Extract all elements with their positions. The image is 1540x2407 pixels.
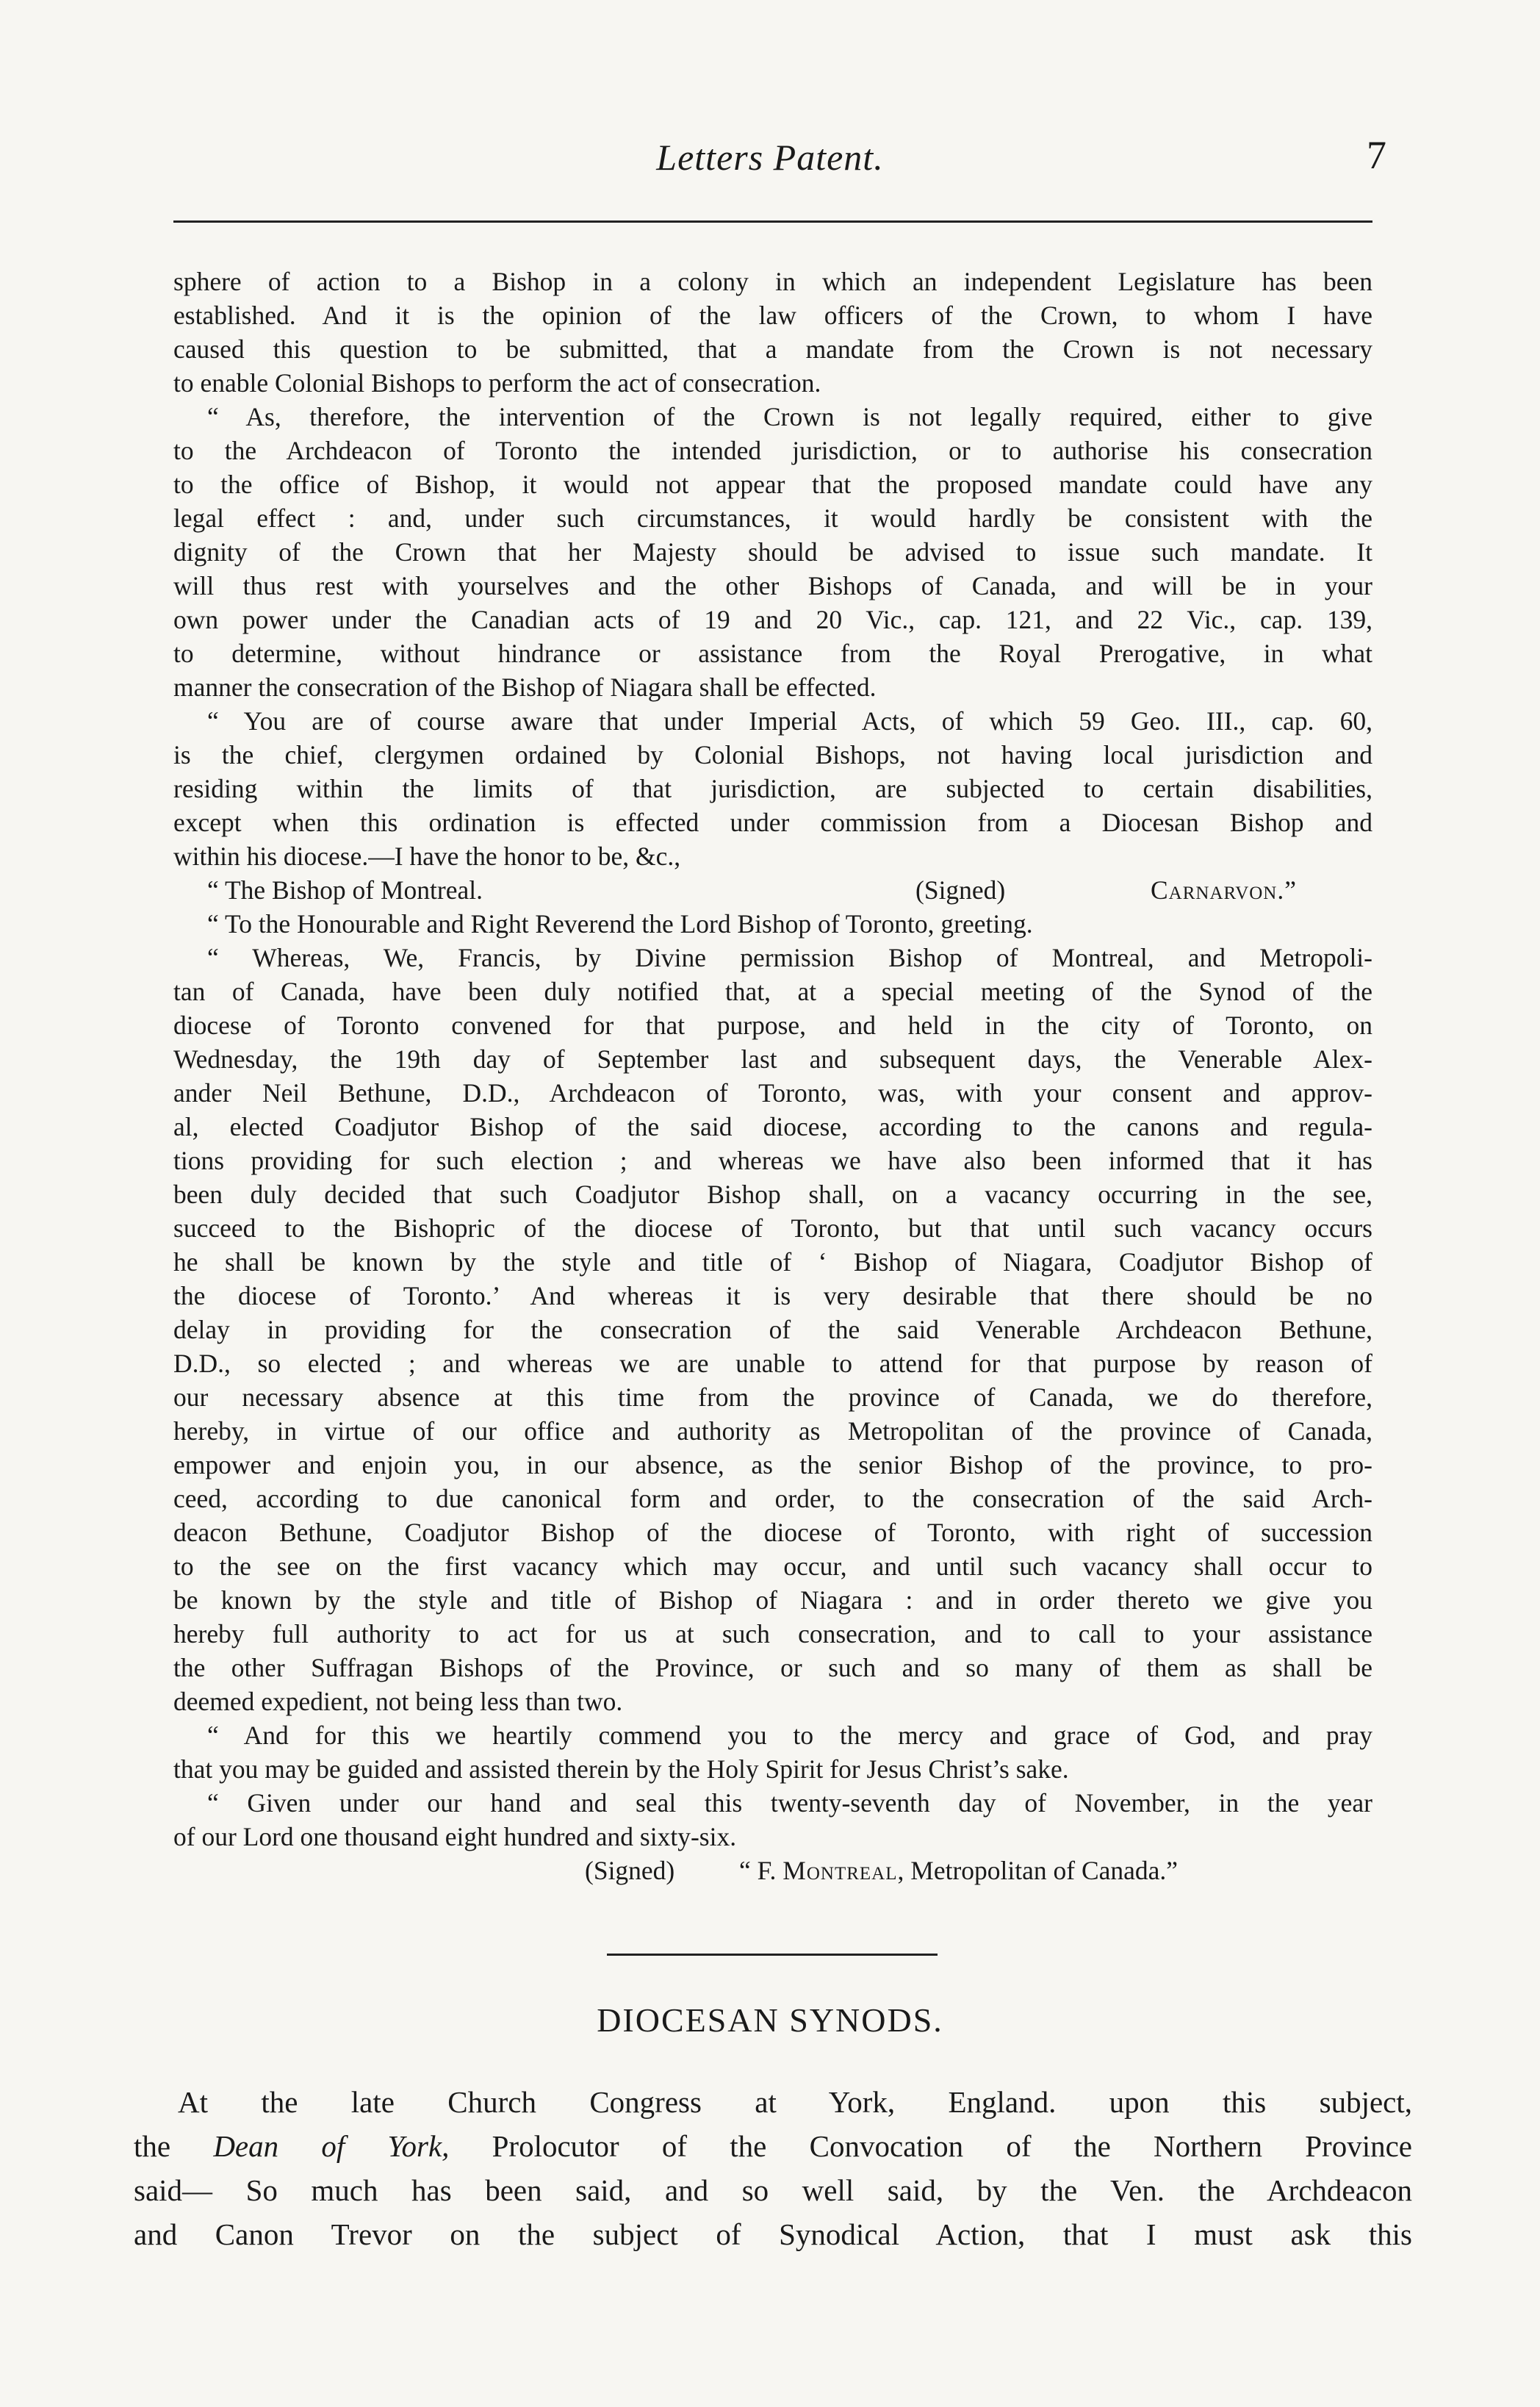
paragraph	[173, 400, 1372, 704]
text-line: D.D., so elected ; and whereas we are unable to attend for that purpose by reason of	[173, 1349, 1372, 1378]
section-heading: DIOCESAN SYNODS.	[597, 2001, 943, 2039]
text-line: legal effect : and, under such circumstances, it would hardly be consistent with the	[173, 503, 1372, 533]
text-line: hereby, in virtue of our office and authority as Metropolitan of the province of Canada,	[173, 1416, 1372, 1446]
text-line: and Canon Trevor on the subject of Synodical Action, that I must ask this	[134, 2217, 1412, 2251]
signatory-name: “ F. Montreal, Metropolitan of Canada.”	[739, 1856, 1179, 1885]
text-line: is the chief, clergymen ordained by Colonial Bishops, not having local jurisdiction and	[173, 740, 1372, 770]
text-line: ceed, according to due canonical form and order, to the consecration of the said Arch-	[173, 1484, 1372, 1513]
paragraph	[173, 704, 1372, 873]
text-line: delay in providing for the consecration of the said Venerable Archdeacon Bethune,	[173, 1315, 1372, 1344]
text-line: manner the consecration of the Bishop of Niagara shall be effected.	[173, 672, 877, 702]
addressee: “ The Bishop of Montreal.	[207, 875, 483, 905]
text-line: be known by the style and title of Bishop of Niagara : and in order thereto we give you	[173, 1585, 1372, 1615]
text-line: will thus rest with yourselves and the other Bishops of Canada, and will be in your	[173, 571, 1372, 600]
text-line: “ To the Honourable and Right Reverend the Lord Bishop of Toronto, greeting.	[207, 909, 1033, 939]
text-line: to the Archdeacon of Toronto the intended jurisdiction, or to authorise his consecration	[173, 436, 1372, 465]
signed-label: (Signed)	[585, 1856, 675, 1885]
text-line: to determine, without hindrance or assistance from the Royal Prerogative, in what	[173, 639, 1372, 668]
text-line: al, elected Coadjutor Bishop of the said diocese, according to the canons and regula-	[173, 1112, 1372, 1141]
header-rule	[173, 220, 1372, 223]
paragraph	[173, 265, 1372, 400]
paragraph	[173, 907, 1372, 941]
text-line: caused this question to be submitted, that a mandate from the Crown is not necessary	[173, 334, 1372, 364]
section-rule	[607, 1954, 938, 1956]
text-line: within his diocese.—I have the honor to be, &c.,	[173, 842, 681, 871]
text-line: hereby full authority to act for us at such consecration, and to call to your assistance	[173, 1619, 1372, 1649]
text-line: except when this ordination is effected under commission from a Diocesan Bishop and	[173, 808, 1372, 837]
signed-label: (Signed)	[915, 875, 1006, 905]
text-line: said— So much has been said, and so well said, by the Ven. the Archdeacon	[134, 2173, 1412, 2207]
text-line: established. And it is the opinion of the law officers of the Crown, to whom I have	[173, 301, 1372, 330]
paragraph	[173, 1786, 1372, 1854]
text-line: deemed expedient, not being less than two.	[173, 1687, 623, 1716]
text-line: “ As, therefore, the intervention of the Crown is not legally required, either to give	[207, 402, 1372, 431]
section-body	[134, 2080, 1412, 2256]
signature-carnarvon	[173, 873, 1372, 907]
text-line: the other Suffragan Bishops of the Province, or such and so many of them as shall be	[173, 1653, 1372, 1682]
text-line: tan of Canada, have been duly notified that, at a special meeting of the Synod of the	[173, 977, 1372, 1006]
text-line: the Dean of York, Prolocutor of the Convocation of the Northern Province	[134, 2129, 1412, 2163]
text-line: that you may be guided and assisted therein by the Holy Spirit for Jesus Christ’s sake.	[173, 1754, 1069, 1784]
text-line: “ And for this we heartily commend you to the mercy and grace of God, and pray	[207, 1721, 1372, 1750]
text-line: Wednesday, the 19th day of September last and subsequent days, the Venerable Alex-	[173, 1044, 1372, 1074]
paragraph	[173, 1718, 1372, 1786]
text-line: succeed to the Bishopric of the diocese of Toronto, but that until such vacancy occurs	[173, 1213, 1372, 1243]
text-line: diocese of Toronto convened for that purpose, and held in the city of Toronto, on	[173, 1011, 1372, 1040]
text-line: “ Given under our hand and seal this twenty-seventh day of November, in the year	[207, 1788, 1372, 1818]
text-line: he shall be known by the style and title of ‘ Bishop of Niagara, Coadjutor Bishop of	[173, 1247, 1372, 1277]
signature-montreal	[173, 1854, 1372, 1887]
text-line: At the late Church Congress at York, England. upon this subject,	[178, 2085, 1412, 2119]
text-line: tions providing for such election ; and whereas we have also been informed that it has	[173, 1146, 1372, 1175]
text-line: to the office of Bishop, it would not appear that the proposed mandate could have any	[173, 470, 1372, 499]
text-line: sphere of action to a Bishop in a colony in which an independent Legislature has been	[173, 267, 1372, 296]
text-line: our necessary absence at this time from the province of Canada, we do therefore,	[173, 1382, 1372, 1412]
text-line: to the see on the first vacancy which may occur, and until such vacancy shall occur to	[173, 1552, 1372, 1581]
paragraph	[173, 941, 1372, 1718]
text-line: own power under the Canadian acts of 19 and 20 Vic., cap. 121, and 22 Vic., cap. 139,	[173, 605, 1372, 634]
text-line: ander Neil Bethune, D.D., Archdeacon of Toronto, was, with your consent and approv-	[173, 1078, 1372, 1108]
text-line: to enable Colonial Bishops to perform the act of consecration.	[173, 368, 821, 398]
text-line: empower and enjoin you, in our absence, as the senior Bishop of the province, to pro-	[173, 1450, 1372, 1479]
text-line: deacon Bethune, Coadjutor Bishop of the diocese of Toronto, with right of succession	[173, 1518, 1372, 1547]
text-line: dignity of the Crown that her Majesty should be advised to issue such mandate. It	[173, 537, 1372, 567]
signatory-name: Carnarvon.”	[1151, 875, 1297, 905]
text-line: “ You are of course aware that under Imperial Acts, of which 59 Geo. III., cap. 60,	[207, 706, 1372, 736]
running-header-title: Letters Patent.	[656, 137, 884, 178]
text-line: of our Lord one thousand eight hundred and sixty-six.	[173, 1822, 737, 1851]
text-line: “ Whereas, We, Francis, by Divine permission Bishop of Montreal, and Metropoli-	[207, 943, 1372, 972]
page-number: 7	[1367, 133, 1386, 177]
text-line: been duly decided that such Coadjutor Bishop shall, on a vacancy occurring in the see,	[173, 1180, 1372, 1209]
text-line: the diocese of Toronto.’ And whereas it is very desirable that there should be no	[173, 1281, 1372, 1310]
text-line: residing within the limits of that jurisdiction, are subjected to certain disabilities,	[173, 774, 1372, 803]
